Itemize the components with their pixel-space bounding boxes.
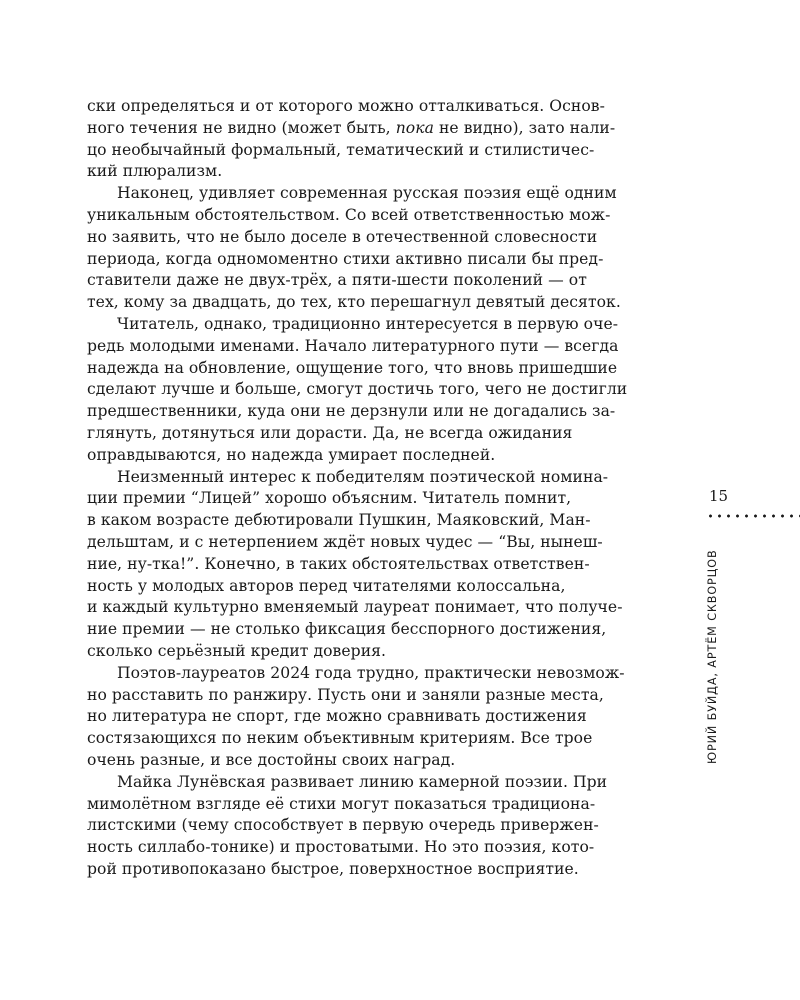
paragraph-first-line: Майка Лунёвская развивает линию камерной поэзии. При [117, 772, 608, 791]
text-line: предшественники, куда они не дерзнули или не догадались за- [87, 402, 616, 421]
text-line: сколько серьёзный кредит доверия. [87, 641, 387, 660]
text-line: и каждый культурно вменяемый лауреат понимает, что получе- [87, 598, 623, 617]
text-line: ность у молодых авторов перед читателями колоссальна, [87, 576, 566, 595]
text-line: уникальным обстоятельством. Со всей ответственностью мож- [87, 205, 611, 224]
text-line: кий плюрализм. [87, 162, 223, 181]
paragraph-first-line: Наконец, удивляет современная русская поэзия ещё одним [117, 184, 617, 203]
text-line: но заявить, что не было доселе в отечественной словесности [87, 227, 598, 246]
text-line: ность силлабо-тонике) и простоватыми. Но это поэзия, кото- [87, 838, 595, 857]
text-line: ставители даже не двух-трёх, а пяти-шести поколений — от [87, 271, 587, 290]
text-line: надежда на обновление, ощущение того, что вновь пришедшие [87, 358, 618, 377]
text-line: оправдываются, но надежда умирает последней. [87, 445, 496, 464]
paragraph-first-line: Неизменный интерес к победителям поэтической номина- [117, 467, 609, 486]
text-line: ции премии “Лицей” хорошо объясним. Читатель помнит, [87, 489, 572, 508]
text-fragment: не видно), зато нали- [433, 118, 616, 137]
text-line: редь молодыми именами. Начало литературного пути — всегда [87, 336, 619, 355]
text-line: очень разные, и все достойны своих наград. [87, 750, 456, 769]
text-line: ние премии — не столько фиксация бесспорного достижения, [87, 620, 607, 639]
text-line: периода, когда одномоментно стихи активно писали бы пред- [87, 249, 604, 268]
text-line: состязающихся по неким объективным критериям. Все трое [87, 729, 593, 748]
text-line: мимолётном взгляде её стихи могут показаться традициона- [87, 794, 596, 813]
dotted-divider [706, 514, 800, 518]
text-line: дельштам, и с нетерпением ждёт новых чудес — “Вы, нынеш- [87, 532, 603, 551]
text-line: ние, ну-тка!”. Конечно, в таких обстоятельствах ответствен- [87, 554, 590, 573]
text-line: глянуть, дотянуться или дорасти. Да, не всегда ожидания [87, 423, 573, 442]
text-line: рой противопоказано быстрое, поверхностное восприятие. [87, 859, 579, 878]
text-line: листскими (чему способствует в первую очередь привержен- [87, 816, 599, 835]
text-line: сделают лучше и больше, смогут достичь того, чего не достигли [87, 380, 628, 399]
text-line: в каком возрасте дебютировали Пушкин, Маяковский, Ман- [87, 511, 591, 530]
text-line: тех, кому за двадцать, до тех, кто перешагнул девятый десяток. [87, 293, 621, 312]
body-text [87, 96, 677, 881]
paragraph-first-line: Поэтов-лауреатов 2024 года трудно, практически невозмож- [117, 663, 625, 682]
text-line: ски определяться и от которого можно отталкиваться. Основ- [87, 97, 605, 115]
text-fragment: ного течения не видно (может быть, [87, 118, 396, 137]
text-line [87, 118, 677, 140]
paragraph-first-line: Читатель, однако, традиционно интересуется в первую оче- [117, 314, 619, 333]
running-head-authors: ЮРИЙ БУЙДА, АРТЁМ СКВОРЦОВ [706, 549, 719, 764]
text-line: цо необычайный формальный, тематический и стилистичес- [87, 140, 595, 159]
text-line: но расставить по ранжиру. Пусть они и заняли разные места, [87, 685, 604, 704]
emphasis-text: пока [395, 118, 434, 137]
text-line: но литература не спорт, где можно сравнивать достижения [87, 707, 587, 726]
page-number: 15 [709, 487, 729, 505]
